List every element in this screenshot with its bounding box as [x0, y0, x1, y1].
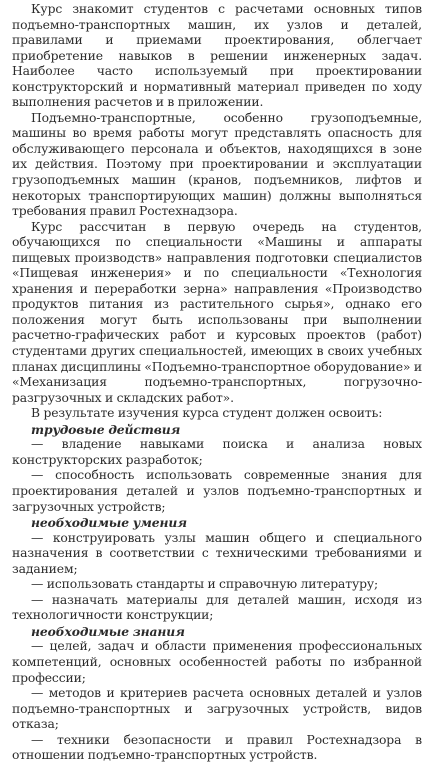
heading-required-knowledge: необходимые знания: [31, 623, 185, 639]
list-item: — назначать материалы для деталей машин, исходя из технологичности конструкции;: [12, 592, 422, 623]
paragraph-audience: Курс рассчитан в первую очередь на студентов, обучающихся по специальности «Машины и аппараты пищевых производств» направления подготовки специалистов «Пищевая инженерия» и по специальности «Технология хранения и переработки зерна» направления «Производство продуктов питания из растительного сырья», однако его положения могут быть использованы при выполнении расчетно-графических работ и курсовых проектов (работ) студентами других специальностей, имеющих в своих учебных планах дисциплины «Подъемно-транспортное оборудование» и «Механизация подъемно-транспортных, погрузочно-разгрузочных и складских работ».: [12, 219, 422, 405]
list-item: — использовать стандарты и справочную литературу;: [31, 577, 379, 592]
heading-required-skills: необходимые умения: [31, 515, 187, 531]
heading-labor-actions: трудовые действия: [31, 421, 181, 437]
list-item: — способность использовать современные знания для проектирования деталей и узлов подъемно-транспортных и загрузочных устройств;: [12, 468, 422, 514]
paragraph-course-intro: Курс знакомит студентов с расчетами основных типов подъемно-транспортных машин, их узлов и деталей, правилами и приемами проектирования, облегчает приобретение навыков в решении инженерных задач. Наиболее часто используемый при проектировании конструкторский и нормативный материал приведен по ходу выполнения расчетов и в приложении.: [12, 2, 422, 110]
list-item: — конструировать узлы машин общего и специального назначения в соответствии с техническими требованиями и заданием;: [12, 530, 422, 576]
list-item: — целей, задач и области применения профессиональных компетенций, основных особенностей работы по избранной профессии;: [12, 639, 422, 685]
list-item: — владение навыками поиска и анализа новых конструкторских разработок;: [12, 437, 422, 467]
list-item: — методов и критериев расчета основных деталей и узлов подъемно-транспортных и загрузочных устройств, видов отказа;: [12, 686, 422, 732]
paragraph-outcomes-intro: В результате изучения курса студент должен освоить:: [31, 406, 383, 421]
paragraph-safety: Подъемно-транспортные, особенно грузоподъемные, машины во время работы могут представлять опасность для обслуживающего персонала и объектов, находящихся в зоне их действия. Поэтому при проектировании и эксплуатации грузоподъемных машин (кранов, подъемников, лифтов и некоторых транспортирующих машин) должны выполняться требования правил Ростехнадзора.: [12, 110, 422, 219]
list-item: — техники безопасности и правил Ростехнадзора в отношении подъемно-транспортных устройств.: [12, 732, 422, 763]
document-body: [12, 2, 422, 764]
